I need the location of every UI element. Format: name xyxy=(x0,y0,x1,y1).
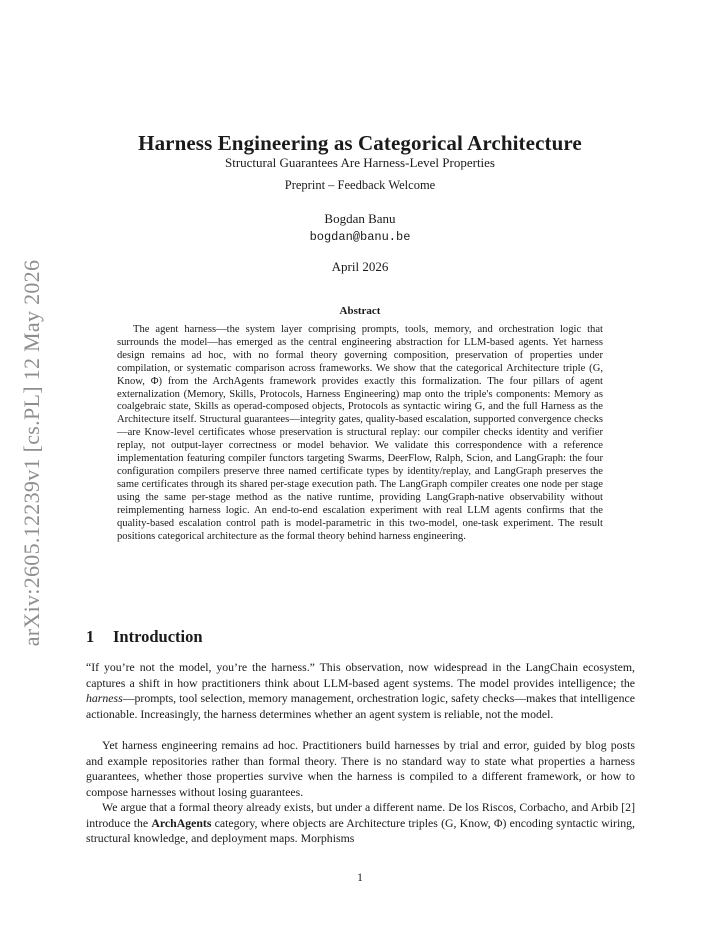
abstract-body: The agent harness—the system layer comprising prompts, tools, memory, and orchestration logic that surrounds the model—has emerged as the central engineering abstraction for LLM-based agents. Yet harness design remains ad hoc, with no formal theory governing composition, preservation of properties under compilation, or systematic comparison across frameworks. We show that the categorical Architecture triple (G, Know, Φ) from the ArchAgents framework provides exactly this formalization. The four pillars of agent externalization (Memory, Skills, Protocols, Harness Engineering) map onto the triple's components: Memory as coalgebraic state, Skills as operad-composed objects, Protocols as syntactic wiring G, and the full Harness as the Architecture itself. Structural guarantees—integrity gates, quality-based escalation, supported convergence checks—are Know-level certificates whose preservation is structural replay: our compiler checks identity and verifier replay, not output-layer correctness or model behavior. We validate this correspondence with a reference implementation featuring compiler functors targeting Swarms, DeerFlow, Ralph, Scion, and LangGraph: the four configuration compilers preserve three named certificate types by identity/replay, and LangGraph preserves the same certificates through its shared per-stage execution path. The LangGraph compiler creates one node per stage using the same per-stage method as the native runtime, providing LangGraph-native observability without reimplementing harness logic. An end-to-end escalation experiment with real LLM agents confirms that the quality-based escalation control path is model-parametric in this two-model, one-task experiment. The result positions categorical architecture as the formal theory behind harness engineering. xyxy=(117,324,603,542)
section-number: 1 xyxy=(86,627,95,646)
intro-paragraph-1 xyxy=(86,660,635,722)
intro-p3-text-b: category, where objects are Architecture triples (G, Know, Φ) encoding syntactic wiring, structural knowledge, and deployment maps. Morphisms xyxy=(86,815,635,845)
page-number: 1 xyxy=(357,872,363,884)
intro-p3-text-a: We argue that a formal theory already exists, but under a different name. De los Riscos, Corbacho, and Arbib [2] introduce the xyxy=(86,800,635,830)
author-email: bogdan@banu.be xyxy=(309,230,411,244)
section-title: Introduction xyxy=(113,627,203,646)
paper-title: Harness Engineering as Categorical Architecture xyxy=(138,131,582,155)
archagents-term: ArchAgents xyxy=(151,815,212,830)
arxiv-identifier: arXiv:2605.12239v1 [cs.PL] 12 May 2026 xyxy=(19,259,44,647)
intro-paragraph-2: Yet harness engineering remains ad hoc. Practitioners build harnesses by trial and error, guided by blog posts and example repositories rather than formal theory. There is no standard way to state what properties a harness guarantees, whether those properties survive when the harness is compiled to a different framework, or how to compose harnesses without losing guarantees. xyxy=(86,738,635,799)
paper-subtitle: Structural Guarantees Are Harness-Level Properties xyxy=(224,155,495,170)
intro-p1-emphasis: harness xyxy=(86,691,123,705)
preprint-status: Preprint – Feedback Welcome xyxy=(284,178,436,192)
publication-date: April 2026 xyxy=(331,259,389,274)
intro-paragraph-3 xyxy=(86,800,635,847)
author-name: Bogdan Banu xyxy=(324,211,396,226)
section-heading xyxy=(86,627,203,647)
intro-p1-text-b: —prompts, tool selection, memory management, orchestration logic, safety checks—makes that intelligence actionable. Increasingly, the harness determines whether an agent system is reliable, not the model. xyxy=(86,691,635,721)
abstract-heading: Abstract xyxy=(339,305,381,317)
intro-p1-text-a: “If you’re not the model, you’re the harness.” This observation, now widespread in the LangChain ecosystem, captures a shift in how practitioners think about LLM-based agent systems. The model provides intelligence; the xyxy=(86,660,635,690)
